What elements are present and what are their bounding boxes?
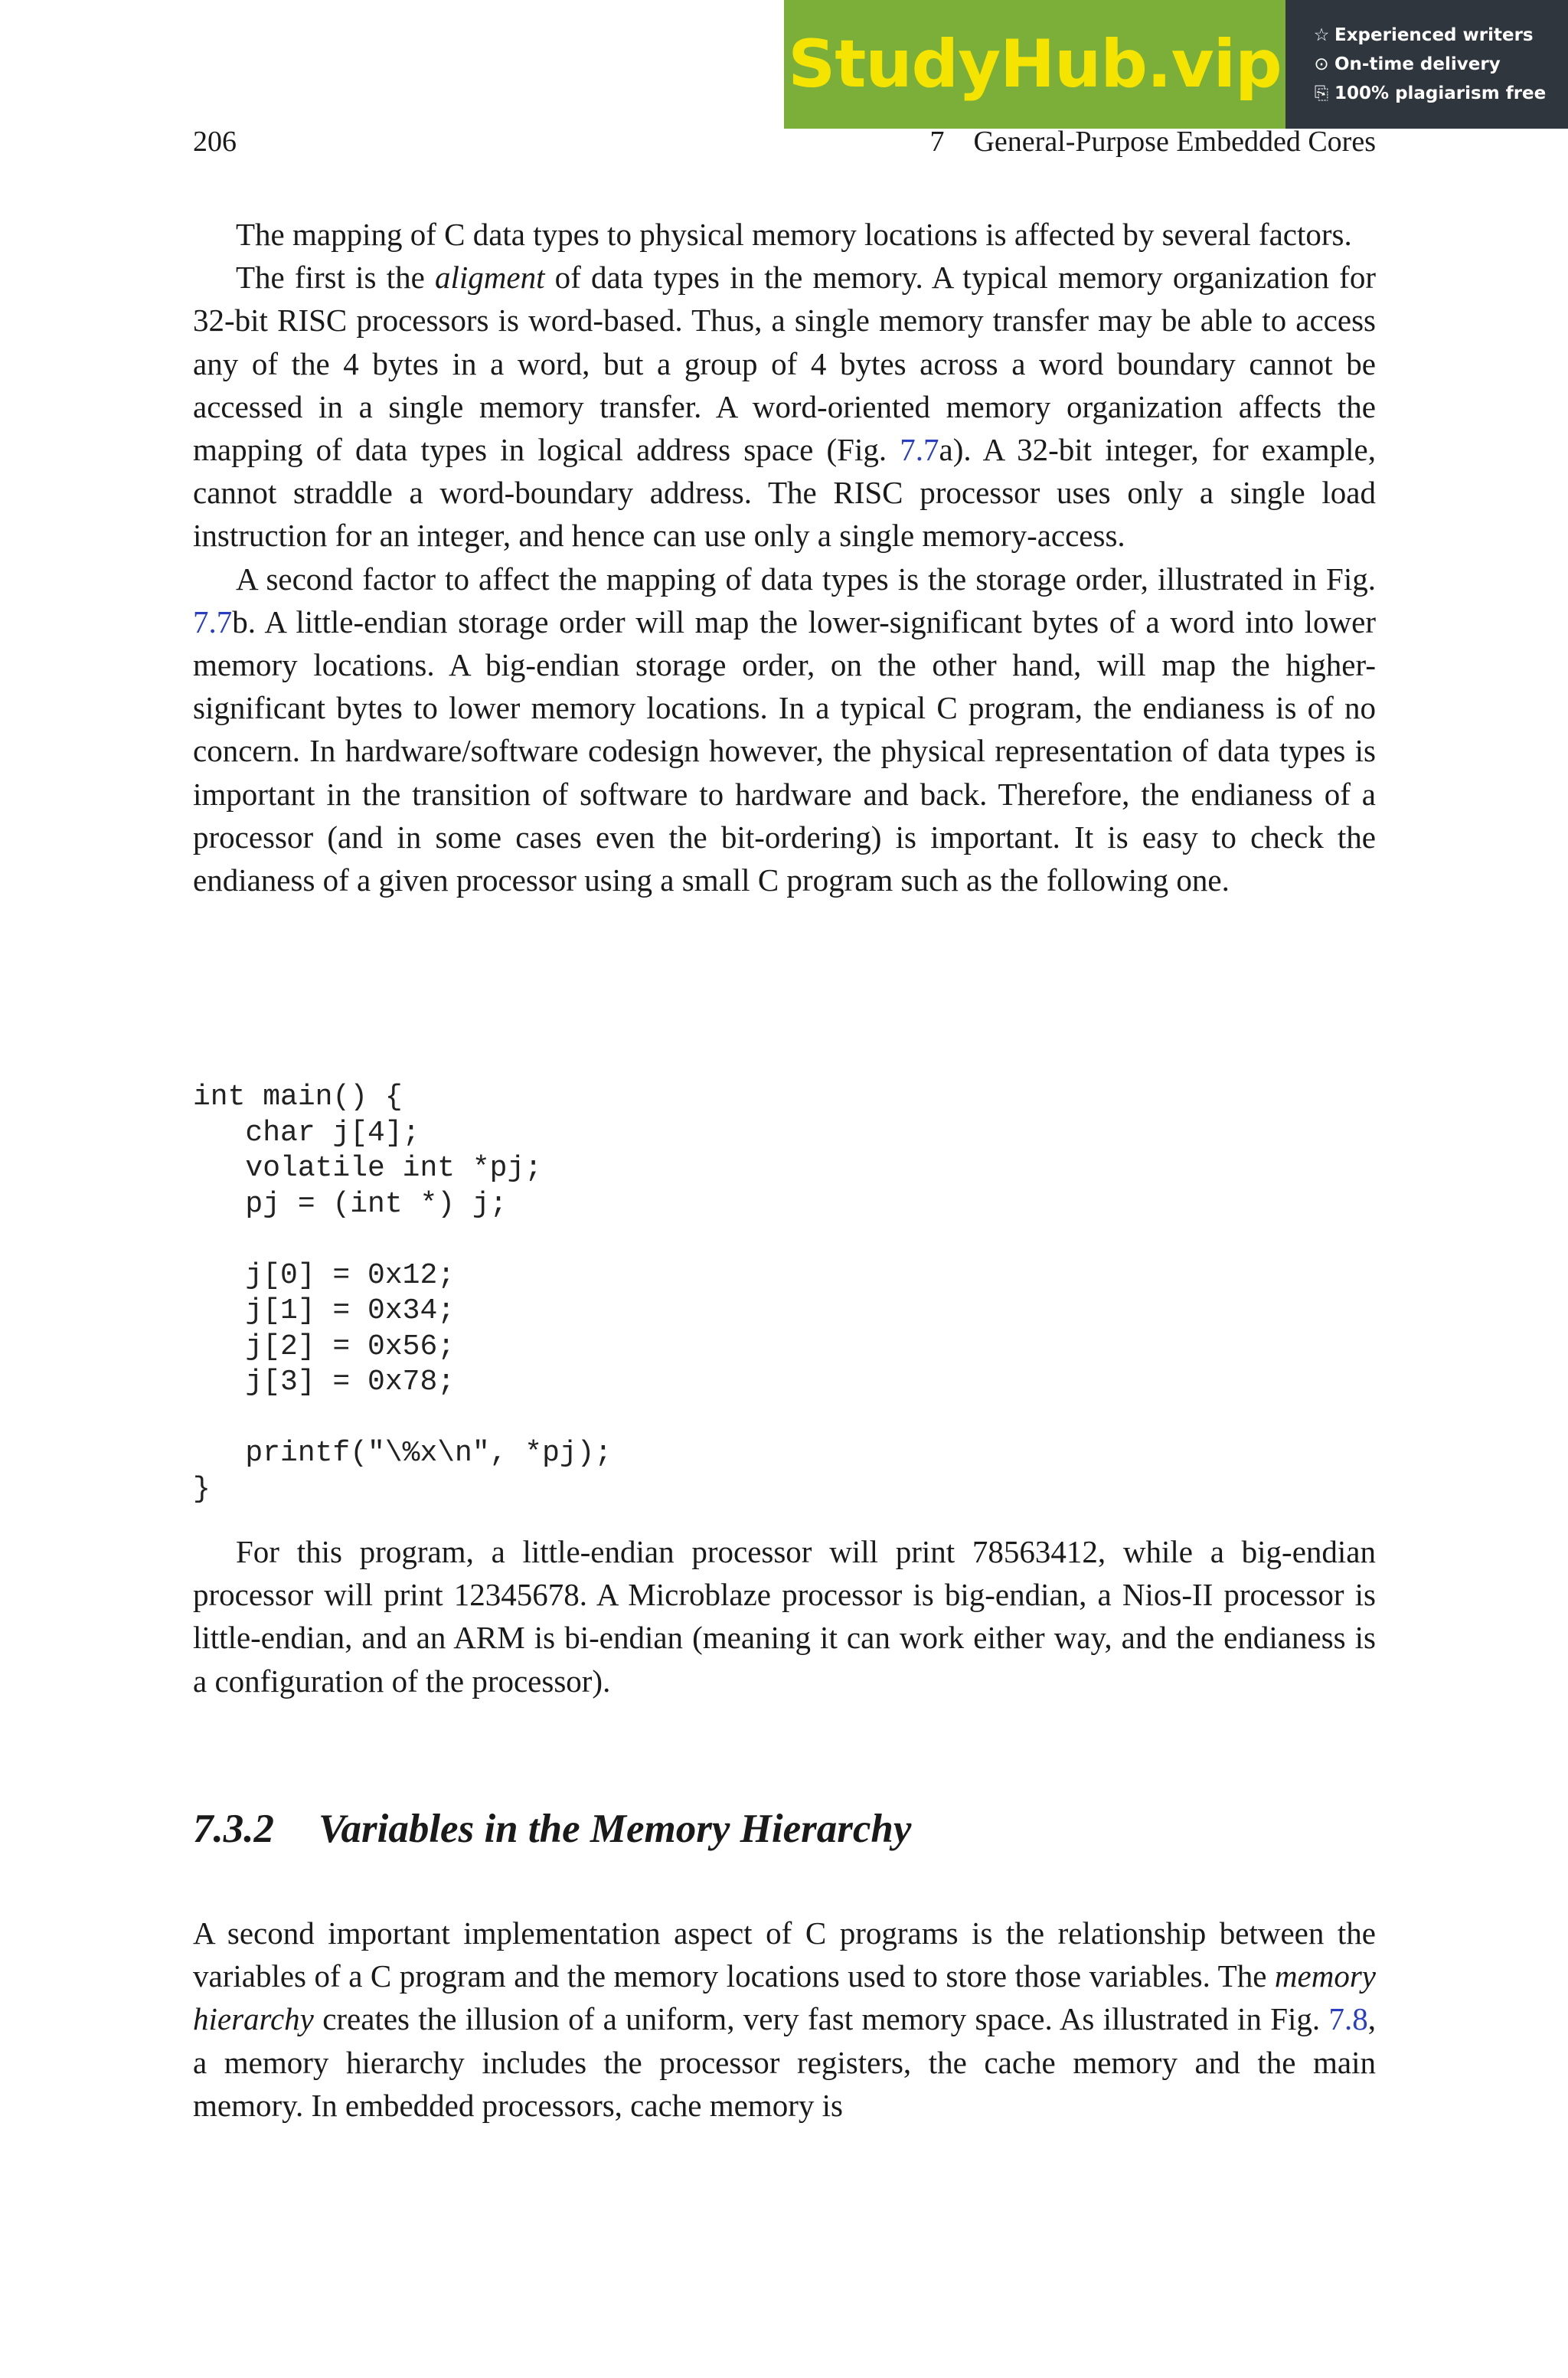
clock-icon: ⊙ xyxy=(1314,54,1329,74)
banner-feature: ⊙ On-time delivery xyxy=(1314,54,1501,74)
banner-features xyxy=(1285,0,1568,129)
section-heading xyxy=(193,1806,1376,1852)
running-header xyxy=(193,125,1376,163)
chapter-title: 7 General-Purpose Embedded Cores xyxy=(929,126,1376,158)
page-number: 206 xyxy=(193,126,237,158)
page-body-continued xyxy=(193,1530,1376,1703)
figure-link[interactable]: 7.8 xyxy=(1328,2001,1368,2037)
emphasis: memory hierarchy xyxy=(193,1958,1376,2037)
emphasis: aligment xyxy=(434,260,545,296)
section-number: 7.3.2 xyxy=(193,1807,274,1851)
figure-link[interactable]: 7.7 xyxy=(900,432,939,468)
paragraph: A second important implementation aspect of C programs is the relationship between the variables of a C program and the memory locations used to store those variables. The memory hierarchy creates the illusion of a uniform, very fast memory space. As illustrated in Fig. 7.8, a memory hierarchy includes the processor registers, the cache memory and the main memory. In embedded processors, cache memory is xyxy=(193,1915,1376,2123)
banner-feature: ⎘ 100% plagiarism free xyxy=(1314,83,1547,103)
paragraph: For this program, a little-endian processor will print 78563412, while a big-endian processor will print 12345678. A Microblaze processor is big-endian, a Nios-II processor is little-endian, and an ARM is bi-endian (meaning it can work either way, and the endianess is a configuration of the processor). xyxy=(193,1534,1376,1699)
studyhub-logo[interactable]: StudyHub.vip xyxy=(784,0,1285,129)
figure-link[interactable]: 7.7 xyxy=(193,603,233,639)
paragraph: The mapping of C data types to physical memory locations is affected by several factors. xyxy=(236,217,1352,252)
section-body xyxy=(193,1912,1376,2127)
paragraph: The first is the aligment of data types in the memory. A typical memory organization for 32-bit RISC processors is word-based. Thus, a single memory transfer may be able to access any of the 4 bytes in a word, but a group of 4 bytes across a word boundary cannot be accessed in a single memory transfer. A word-oriented memory organization affects the mapping of data types in logical address space (Fig. 7.7a). A 32-bit integer, for example, cannot straddle a word-boundary address. The RISC processor uses only a single load instruction for an integer, and hence can use only a single memory-access. xyxy=(193,260,1376,554)
document-icon: ⎘ xyxy=(1314,83,1329,103)
paragraph: A second factor to affect the mapping of data types is the storage order, illustrated in Fig. 7.7b. A little-endian storage order will map the lower-significant bytes of a word into lower memory locations. A big-endian storage order, on the other hand, will map the higher-significant bytes to lower memory locations. In a typical C program, the endianess is of no concern. In hardware/software codesign however, the physical representation of data types is important in the transition of software to hardware and back. Therefore, the endianess of a processor (and in some cases even the bit-ordering) is important. It is easy to check the endianess of a given processor using a small C program such as the following one. xyxy=(193,561,1376,898)
promo-banner[interactable] xyxy=(784,0,1568,129)
banner-feature: ☆ Experienced writers xyxy=(1313,25,1534,45)
code-listing: int main() { char j[4]; volatile int *pj; pj = (int *) j; j[0] = 0x12; j[1] = 0x34; j[2] = 0x56; j[3] = 0x78; printf("\%x\n", *pj); } xyxy=(193,1081,612,1506)
section-title: Variables in the Memory Hierarchy xyxy=(318,1807,912,1851)
star-icon: ☆ xyxy=(1313,25,1330,45)
page-body xyxy=(193,213,1376,901)
